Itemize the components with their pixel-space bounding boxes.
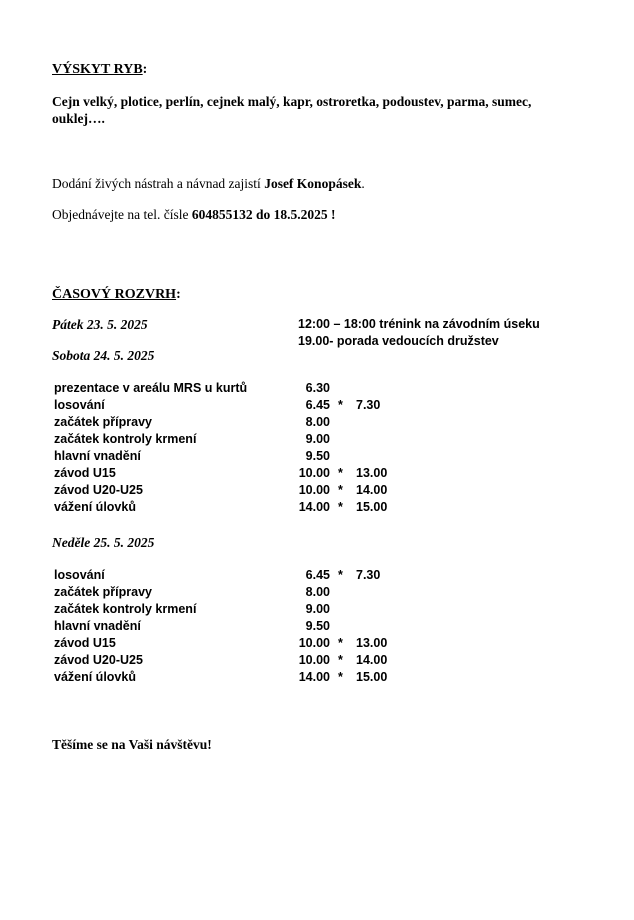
schedule-heading-colon: : <box>176 287 181 302</box>
supply-end: . <box>361 176 365 191</box>
supply-line <box>52 176 365 192</box>
schedule-row <box>54 432 330 449</box>
start-time: 14.00 <box>298 670 330 684</box>
schedule-row <box>54 602 330 619</box>
schedule-row <box>54 449 330 466</box>
activity-label: hlavní vnadění <box>54 449 141 463</box>
start-time: 9.50 <box>305 449 330 463</box>
end-time: 13.00 <box>356 466 388 480</box>
order-line <box>52 207 335 223</box>
start-time: 8.00 <box>305 415 330 429</box>
end-time: 14.00 <box>356 483 388 497</box>
end-time: 7.30 <box>356 398 381 412</box>
time-separator: * <box>338 500 343 514</box>
start-time: 9.00 <box>305 432 330 446</box>
start-time: 10.00 <box>298 636 330 650</box>
schedule-row <box>54 653 388 670</box>
activity-label: závod U20-U25 <box>54 653 143 667</box>
schedule-row <box>54 483 388 500</box>
schedule-heading-line <box>52 285 181 303</box>
activity-label: losování <box>54 568 105 582</box>
friday-line-1: 12:00 – 18:00 trénink na závodním úseku <box>298 317 540 331</box>
activity-label: závod U20-U25 <box>54 483 143 497</box>
end-time: 15.00 <box>356 670 388 684</box>
time-separator: * <box>338 636 343 650</box>
start-time: 9.00 <box>305 602 330 616</box>
time-separator: * <box>338 568 343 582</box>
order-text: Objednávejte na tel. čísle <box>52 207 192 222</box>
start-time: 9.50 <box>305 619 330 633</box>
activity-label: začátek kontroly krmení <box>54 602 197 616</box>
fish-heading: VÝSKYT RYB <box>52 62 143 77</box>
end-time: 15.00 <box>356 500 388 514</box>
end-time: 13.00 <box>356 636 388 650</box>
schedule-row <box>54 585 330 602</box>
start-time: 8.00 <box>305 585 330 599</box>
friday-line-2: 19.00- porada vedoucích družstev <box>298 334 499 348</box>
activity-label: závod U15 <box>54 466 116 480</box>
supply-text: Dodání živých nástrah a návnad zajistí <box>52 176 265 191</box>
supplier-name: Josef Konopásek <box>264 176 362 191</box>
activity-label: vážení úlovků <box>54 500 136 514</box>
start-time: 14.00 <box>298 500 330 514</box>
start-time: 10.00 <box>298 653 330 667</box>
start-time: 6.45 <box>305 568 330 582</box>
schedule-row <box>54 466 388 483</box>
start-time: 10.00 <box>298 483 330 497</box>
schedule-row <box>54 670 388 687</box>
activity-label: začátek přípravy <box>54 415 152 429</box>
saturday-label: Sobota 24. 5. 2025 <box>52 348 155 363</box>
activity-label: závod U15 <box>54 636 116 650</box>
time-separator: * <box>338 653 343 667</box>
activity-label: vážení úlovků <box>54 670 136 684</box>
fish-list: Cejn velký, plotice, perlín, cejnek malý, kapr, ostroretka, podoustev, parma, sumec, ouklej…. <box>52 94 532 126</box>
start-time: 10.00 <box>298 466 330 480</box>
closing-text: Těšíme se na Vaši návštěvu! <box>52 737 212 752</box>
sunday-label: Neděle 25. 5. 2025 <box>52 535 155 550</box>
end-time: 14.00 <box>356 653 388 667</box>
schedule-row <box>54 619 330 636</box>
activity-label: prezentace v areálu MRS u kurtů <box>54 381 248 395</box>
schedule-row <box>54 636 388 653</box>
fish-heading-colon: : <box>142 62 148 77</box>
schedule-row <box>54 415 330 432</box>
order-phone-deadline: 604855132 do 18.5.2025 ! <box>191 207 336 222</box>
friday-label: Pátek 23. 5. 2025 <box>52 317 148 332</box>
schedule-row <box>54 398 381 415</box>
activity-label: losování <box>54 398 105 412</box>
activity-label: hlavní vnadění <box>54 619 141 633</box>
schedule-row <box>54 500 388 517</box>
activity-label: začátek kontroly krmení <box>54 432 197 446</box>
time-separator: * <box>338 466 343 480</box>
start-time: 6.30 <box>305 381 330 395</box>
schedule-row <box>54 568 381 585</box>
schedule-row <box>54 381 330 398</box>
time-separator: * <box>338 398 343 412</box>
time-separator: * <box>338 670 343 684</box>
fish-heading-line <box>52 60 147 78</box>
start-time: 6.45 <box>305 398 330 412</box>
end-time: 7.30 <box>356 568 381 582</box>
time-separator: * <box>338 483 343 497</box>
activity-label: začátek přípravy <box>54 585 152 599</box>
schedule-heading: ČASOVÝ ROZVRH <box>52 287 177 302</box>
